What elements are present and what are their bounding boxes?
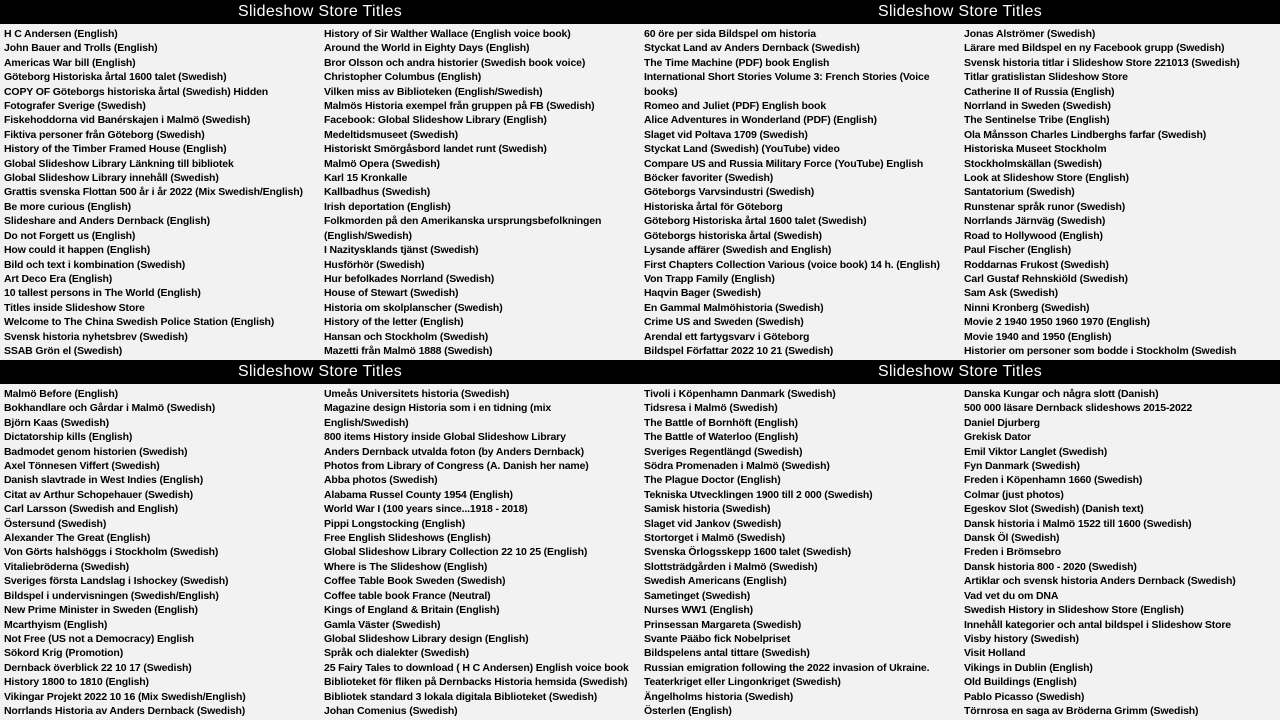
title-item: Bildspel Författar 2022 10 21 (Swedish) <box>644 344 834 357</box>
title-item: Daniel Djurberg <box>964 416 1040 429</box>
title-item: First Chapters Collection Various (voice book) 14 h. (English) <box>644 258 940 271</box>
title-item: Runstenar språk runor (Swedish) <box>964 200 1126 213</box>
title-item: Colmar (just photos) <box>964 488 1064 501</box>
title-item: Von Trapp Family (English) <box>644 272 775 285</box>
top-header-bar <box>0 0 1280 24</box>
title-item: Where is The Slideshow (English) <box>324 560 488 573</box>
title-item: Slideshare and Anders Dernback (English) <box>4 215 210 228</box>
title-item: Jonas Alströmer (Swedish) <box>964 28 1096 40</box>
title-item: Axel Tönnesen Viffert (Swedish) <box>4 460 160 473</box>
title-item: Vikingar Projekt 2022 10 16 (Mix Swedish/English) <box>4 690 246 703</box>
title-item: Old Buildings (English) <box>964 676 1077 689</box>
title-item: History 1800 to 1810 (English) <box>4 676 149 689</box>
title-item: Irish deportation (English) <box>324 200 451 213</box>
title-item: Historiskt Smörgåsbord landet runt (Swedish) <box>324 143 547 156</box>
title-item: Road to Hollywood (English) <box>964 229 1103 242</box>
title-item: Stortorget i Malmö (Swedish) <box>644 532 786 545</box>
title-item: Medeltidsmuseet (Swedish) <box>324 128 458 141</box>
title-item: Citat av Arthur Schopehauer (Swedish) <box>4 488 193 501</box>
title-item: COPY OF Göteborgs historiska årtal (Swedish) Hidden <box>4 85 269 98</box>
title-item: Karl 15 Kronkalle <box>324 172 408 185</box>
title-item: The Sentinelse Tribe (English) <box>964 114 1110 127</box>
title-item: H C Andersen (English) <box>4 28 118 40</box>
title-item: Magazine design Historia som i en tidning (mix English/Swedish) <box>324 402 552 429</box>
title-item: Photos from Library of Congress (A. Danish her name) <box>324 460 589 473</box>
title-item: Badmodet genom historien (Swedish) <box>4 445 188 458</box>
title-item: SSAB Grön el (Swedish) <box>4 344 123 357</box>
titles-section-bottom <box>0 384 1280 720</box>
title-item: Facebook: Global Slideshow Library (English) <box>324 114 547 127</box>
title-item: Vikings in Dublin (English) <box>964 661 1093 674</box>
title-item: Östersund (Swedish) <box>4 517 107 530</box>
title-item: Tidsresa i Malmö (Swedish) <box>644 402 778 415</box>
titles-column-7 <box>640 387 960 720</box>
titles-column-3 <box>640 27 960 360</box>
title-item: Sametinget (Swedish) <box>644 589 751 602</box>
titles-column-1 <box>0 27 320 360</box>
title-item: Malmö Before (English) <box>4 388 118 400</box>
title-item: Göteborgs historiska årtal (Swedish) <box>644 229 822 242</box>
title-item: Carl Gustaf Rehnskiöld (Swedish) <box>964 272 1128 285</box>
title-item: Bokhandlare och Gårdar i Malmö (Swedish) <box>4 402 216 415</box>
title-item: Slaget vid Jankov (Swedish) <box>644 517 782 530</box>
title-item: Teaterkriget eller Lingonkriget (Swedish) <box>644 676 841 689</box>
title-item: The Battle of Bornhöft (English) <box>644 416 798 429</box>
title-item: Artiklar och svensk historia Anders Dernback (Swedish) <box>964 575 1236 588</box>
title-item: Dansk historia 800 - 2020 (Swedish) <box>964 560 1137 573</box>
title-item: Freden i Köpenhamn 1660 (Swedish) <box>964 474 1143 487</box>
title-item: Grattis svenska Flottan 500 år i år 2022 (Mix Swedish/English) <box>4 186 303 199</box>
titles-column-2 <box>320 27 640 360</box>
titles-column-5 <box>0 387 320 720</box>
title-item: Södra Promenaden i Malmö (Swedish) <box>644 460 830 473</box>
page-title: Slideshow Store Titles <box>237 3 402 20</box>
title-item: Emil Viktor Langlet (Swedish) <box>964 445 1108 458</box>
title-item: History of the Timber Framed House (English) <box>4 143 227 156</box>
title-item: Von Görts halshöggs i Stockholm (Swedish) <box>4 546 219 559</box>
title-item: Svensk historia nyhetsbrev (Swedish) <box>4 330 188 343</box>
title-item: Historier om personer som bodde i Stockholm (Swedish <box>964 344 1237 357</box>
title-item: Dansk Öl (Swedish) <box>964 532 1060 545</box>
title-item: The Battle of Waterloo (English) <box>644 431 799 444</box>
middle-header-bar <box>0 360 1280 384</box>
title-item: Böcker favoriter (Swedish) <box>644 172 774 185</box>
title-item: Pippi Longstocking (English) <box>324 517 466 530</box>
titles-section-top <box>0 24 1280 360</box>
title-item: Alice Adventures in Wonderland (PDF) (English) <box>644 114 877 127</box>
middle-header-left-half <box>0 360 640 384</box>
title-item: Swedish Americans (English) <box>644 575 787 588</box>
title-item: History of the letter (English) <box>324 316 464 329</box>
title-item: Historiska Museet Stockholm <box>964 143 1107 156</box>
title-item: Styckat Land (Swedish) (YouTube) video <box>644 143 840 156</box>
title-item: 25 Fairy Tales to download ( H C Andersen) English voice book <box>324 661 629 674</box>
title-item: Global Slideshow Library Länkning till bibliotek <box>4 157 234 170</box>
title-item: Fiskehoddorna vid Banérskajen i Malmö (Swedish) <box>4 114 251 127</box>
title-item: History of Sir Walther Wallace (English voice book) <box>324 28 571 40</box>
title-item: How could it happen (English) <box>4 244 151 257</box>
page-title: Slideshow Store Titles <box>877 3 1042 20</box>
title-item: Stockholmskällan (Swedish) <box>964 157 1102 170</box>
title-item: Dictatorship kills (English) <box>4 431 133 444</box>
title-item: I Nazitysklands tjänst (Swedish) <box>324 244 479 257</box>
title-item: Egeskov Slot (Swedish) (Danish text) <box>964 503 1144 516</box>
title-item: Mcarthyism (English) <box>4 618 108 631</box>
title-item: Göteborg Historiska årtal 1600 talet (Swedish) <box>644 215 867 228</box>
title-item: Bildspel i undervisningen (Swedish/English) <box>4 589 219 602</box>
titles-column-4 <box>960 27 1280 360</box>
title-item: Husförhör (Swedish) <box>324 258 425 271</box>
title-item: Hansan och Stockholm (Swedish) <box>324 330 489 343</box>
title-item: Bibliotek standard 3 lokala digitala Biblioteket (Swedish) <box>324 690 598 703</box>
title-item: Titles inside Slideshow Store <box>4 301 145 314</box>
title-item: Danish slavtrade in West Indies (English) <box>4 474 204 487</box>
title-item: 800 items History inside Global Slideshow Library <box>324 431 566 444</box>
title-item: Catherine II of Russia (English) <box>964 85 1115 98</box>
title-item: Swedish History in Slideshow Store (English) <box>964 604 1184 617</box>
title-item: Historia om skolplanscher (Swedish) <box>324 301 503 314</box>
title-item: Art Deco Era (English) <box>4 272 113 285</box>
title-item: Svensk historia titlar i Slideshow Store 221013 (Swedish) <box>964 56 1240 69</box>
title-item: Innehåll kategorier och antal bildspel i Slideshow Store <box>964 618 1231 631</box>
title-item: Norrlands Historia av Anders Dernback (Swedish) <box>4 704 246 717</box>
title-item: World War I (100 years since...1918 - 2018) <box>324 503 528 516</box>
titles-column-6 <box>320 387 640 720</box>
title-item: Anders Dernback utvalda foton (by Anders Dernback) <box>324 445 584 458</box>
title-item: Tivoli i Köpenhamn Danmark (Swedish) <box>644 388 836 400</box>
page-title: Slideshow Store Titles <box>237 363 402 380</box>
title-item: Christopher Columbus (English) <box>324 71 482 84</box>
title-item: Ängelholms historia (Swedish) <box>644 690 794 703</box>
title-item: Bror Olsson och andra historier (Swedish book voice) <box>324 56 586 69</box>
title-item: Fotografer Sverige (Swedish) <box>4 100 146 113</box>
title-item: Roddarnas Frukost (Swedish) <box>964 258 1109 271</box>
title-item: Santatorium (Swedish) <box>964 186 1075 199</box>
title-item: Russian emigration following the 2022 invasion of Ukraine. <box>644 661 930 674</box>
title-item: Look at Slideshow Store (English) <box>964 172 1129 185</box>
title-item: Dernback överblick 22 10 17 (Swedish) <box>4 661 192 674</box>
titles-column-8 <box>960 387 1280 720</box>
title-item: Ninni Kronberg (Swedish) <box>964 301 1090 314</box>
title-item: Slottsträdgården i Malmö (Swedish) <box>644 560 818 573</box>
title-item: Sam Ask (Swedish) <box>964 287 1058 300</box>
title-item: Göteborgs Varvsindustri (Swedish) <box>644 186 815 199</box>
title-item: Slaget vid Poltava 1709 (Swedish) <box>644 128 808 141</box>
title-item: Abba photos (Swedish) <box>324 474 438 487</box>
title-item: Prinsessan Margareta (Swedish) <box>644 618 802 631</box>
title-item: Folkmorden på den Amerikanska ursprungsbefolkningen (English/Swedish) <box>324 215 602 242</box>
title-item: Lysande affärer (Swedish and English) <box>644 244 832 257</box>
title-item: Paul Fischer (English) <box>964 244 1071 257</box>
title-item: Crime US and Sweden (Swedish) <box>644 316 804 329</box>
title-item: Welcome to The China Swedish Police Station (English) <box>4 316 275 329</box>
title-item: Around the World in Eighty Days (English) <box>324 42 530 55</box>
title-item: Kallbadhus (Swedish) <box>324 186 431 199</box>
title-item: Movie 1940 and 1950 (English) <box>964 330 1112 343</box>
title-item: The Time Machine (PDF) book English <box>644 56 830 69</box>
title-item: Språk och dialekter (Swedish) <box>324 647 470 660</box>
title-item: Do not Forgett us (English) <box>4 229 136 242</box>
title-item: Freden i Brömsebro <box>964 546 1062 559</box>
title-item: Svenska Örlogsskepp 1600 talet (Swedish) <box>644 546 852 559</box>
title-item: Nurses WW1 (English) <box>644 604 754 617</box>
title-item: Malmö Opera (Swedish) <box>324 157 440 170</box>
title-item: Norrland in Sweden (Swedish) <box>964 100 1111 113</box>
title-item: Johan Comenius (Swedish) <box>324 704 458 717</box>
title-item: Haqvin Bager (Swedish) <box>644 287 761 300</box>
title-item: 500 000 läsare Dernback slideshows 2015-2022 <box>964 402 1193 415</box>
title-item: En Gammal Malmöhistoria (Swedish) <box>644 301 824 314</box>
title-item: Mazetti från Malmö 1888 (Swedish) <box>324 344 493 357</box>
title-item: Americas War bill (English) <box>4 56 136 69</box>
top-header-left-half <box>0 0 640 24</box>
title-item: Visby history (Swedish) <box>964 632 1079 645</box>
title-item: 10 tallest persons in The World (English) <box>4 287 201 300</box>
title-item: John Bauer and Trolls (English) <box>4 42 158 55</box>
title-item: Global Slideshow Library innehåll (Swedish) <box>4 172 219 185</box>
title-item: Vilken miss av Biblioteken (English/Swedish) <box>324 85 543 98</box>
title-item: Be more curious (English) <box>4 200 131 213</box>
title-item: Movie 2 1940 1950 1960 1970 (English) <box>964 316 1150 329</box>
title-item: Fiktiva personer från Göteborg (Swedish) <box>4 128 205 141</box>
title-item: Göteborg Historiska årtal 1600 talet (Swedish) <box>4 71 227 84</box>
title-item: Alabama Russel County 1954 (English) <box>324 488 513 501</box>
title-item: Titlar gratislistan Slideshow Store <box>964 71 1128 84</box>
middle-header-right-half <box>640 360 1280 384</box>
title-item: Danska Kungar och några slott (Danish) <box>964 388 1159 400</box>
title-item: Dansk historia i Malmö 1522 till 1600 (Swedish) <box>964 517 1192 530</box>
title-item: Arendal ett fartygsvarv i Göteborg <box>644 330 810 343</box>
title-item: Malmös Historia exempel från gruppen på FB (Swedish) <box>324 100 595 113</box>
title-item: Kings of England & Britain (English) <box>324 604 500 617</box>
top-header-right-half <box>640 0 1280 24</box>
title-item: Compare US and Russia Military Force (YouTube) English <box>644 157 924 170</box>
title-item: Coffee table book France (Neutral) <box>324 589 491 602</box>
title-item: House of Stewart (Swedish) <box>324 287 459 300</box>
title-item: Norrlands Järnväg (Swedish) <box>964 215 1106 228</box>
title-item: Tekniska Utvecklingen 1900 till 2 000 (Swedish) <box>644 488 873 501</box>
title-item: Biblioteket för fliken på Dernbacks Historia hemsida (Swedish) <box>324 676 628 689</box>
title-item: Österlen (English) <box>644 704 732 717</box>
title-item: Romeo and Juliet (PDF) English book <box>644 100 827 113</box>
title-item: Free English Slideshows (English) <box>324 532 491 545</box>
title-item: Ola Månsson Charles Lindberghs farfar (Swedish) <box>964 128 1207 141</box>
title-item: Visit Holland <box>964 647 1026 660</box>
title-item: Global Slideshow Library design (English) <box>324 632 529 645</box>
title-item: Alexander The Great (English) <box>4 532 151 545</box>
title-item: The Plague Doctor (English) <box>644 474 781 487</box>
title-item: Styckat Land av Anders Dernback (Swedish) <box>644 42 860 55</box>
title-item: Sveriges första Landslag i Ishockey (Swedish) <box>4 575 229 588</box>
title-item: Vitaliebröderna (Swedish) <box>4 560 130 573</box>
title-item: International Short Stories Volume 3: French Stories (Voice books) <box>644 71 930 98</box>
title-item: Global Slideshow Library Collection 22 10 25 (English) <box>324 546 588 559</box>
title-item: Grekisk Dator <box>964 431 1031 444</box>
title-item: Törnrosa en saga av Bröderna Grimm (Swedish) <box>964 704 1199 717</box>
title-item: Hur befolkades Norrland (Swedish) <box>324 272 495 285</box>
title-item: Gamla Väster (Swedish) <box>324 618 441 631</box>
title-item: Not Free (US not a Democracy) English <box>4 632 194 645</box>
title-item: Samisk historia (Swedish) <box>644 503 771 516</box>
title-item: Umeås Universitets historia (Swedish) <box>324 388 510 400</box>
title-item: Pablo Picasso (Swedish) <box>964 690 1085 703</box>
title-item: Sveriges Regentlängd (Swedish) <box>644 445 803 458</box>
page-title: Slideshow Store Titles <box>877 363 1042 380</box>
title-item: Carl Larsson (Swedish and English) <box>4 503 179 516</box>
title-item: Sökord Krig (Promotion) <box>4 647 124 660</box>
title-item: 60 öre per sida Bildspel om historia <box>644 28 816 40</box>
title-item: Historiska årtal för Göteborg <box>644 200 783 213</box>
title-item: Björn Kaas (Swedish) <box>4 416 109 429</box>
title-item: Fyn Danmark (Swedish) <box>964 460 1080 473</box>
title-item: New Prime Minister in Sweden (English) <box>4 604 198 617</box>
title-item: Svante Pääbo fick Nobelpriset <box>644 632 791 645</box>
title-item: Lärare med Bildspel en ny Facebook grupp (Swedish) <box>964 42 1225 55</box>
title-item: Coffee Table Book Sweden (Swedish) <box>324 575 506 588</box>
title-item: Vad vet du om DNA <box>964 589 1059 602</box>
title-item: Bild och text i kombination (Swedish) <box>4 258 186 271</box>
title-item: Bildspelens antal tittare (Swedish) <box>644 647 810 660</box>
